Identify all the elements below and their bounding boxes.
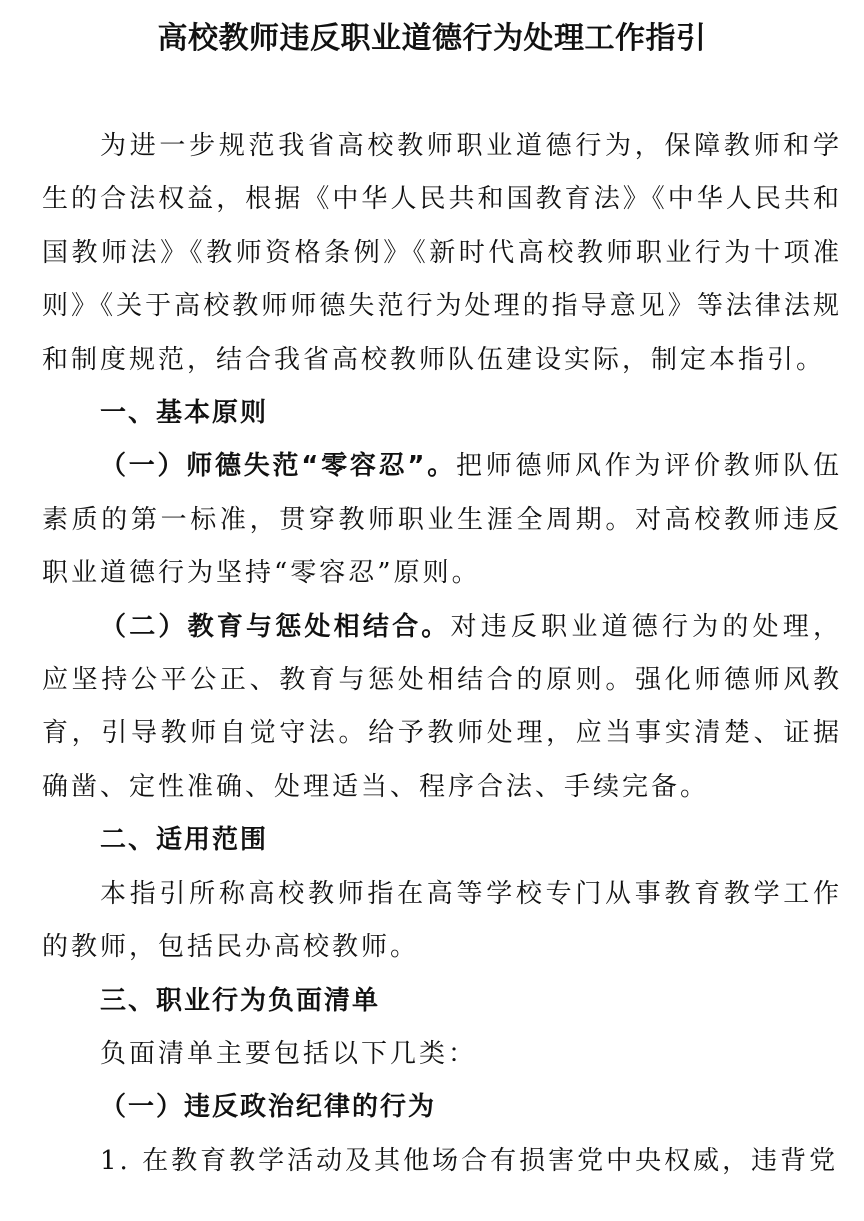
document-body — [42, 120, 842, 1188]
section3-intro: 负面清单主要包括以下几类： — [100, 1038, 478, 1069]
section3-subheading-1: （一）违反政治纪律的行为 — [100, 1092, 437, 1123]
document-title: 高校教师违反职业道德行为处理工作指引 — [157, 21, 707, 56]
section2-heading: 二、适用范围 — [100, 825, 269, 856]
section1-item1-text: 把师德师风作为评价教师队伍素质的第一标准，贯穿教师职业生涯全周期。对高校教师违反职业道德行为坚持“零容忍”原则。 — [42, 451, 842, 589]
section3-heading: 三、职业行为负面清单 — [100, 985, 381, 1016]
section1-heading: 一、基本原则 — [100, 398, 269, 429]
section1-item1-paragraph — [42, 440, 842, 600]
section1-item2-paragraph — [42, 601, 842, 815]
section1-item2-text: 对违反职业道德行为的处理，应坚持公平公正、教育与惩处相结合的原则。强化师德师风教育，引导教师自觉守法。给予教师处理，应当事实清楚、证据确凿、定性准确、处理适当、程序合法、手续完备。 — [42, 611, 842, 802]
section2-paragraph: 本指引所称高校教师指在高等学校专门从事教育教学工作的教师，包括民办高校教师。 — [42, 878, 842, 963]
section1-item2-lead: （二）教育与惩处相结合。 — [100, 611, 451, 642]
section1-item1-lead: （一）师德失范“零容忍”。 — [100, 451, 456, 482]
intro-paragraph: 为进一步规范我省高校教师职业道德行为，保障教师和学生的合法权益，根据《中华人民共和国教育法》《中华人民共和国教师法》《教师资格条例》《新时代高校教师职业行为十项准则》《关于高校教师师德失范行为处理的指导意见》等法律法规和制度规范，结合我省高校教师队伍建设实际，制定本指引。 — [42, 131, 842, 375]
section3-item-1: 1. 在教育教学活动及其他场合有损害党中央权威，违背党 — [100, 1145, 839, 1176]
